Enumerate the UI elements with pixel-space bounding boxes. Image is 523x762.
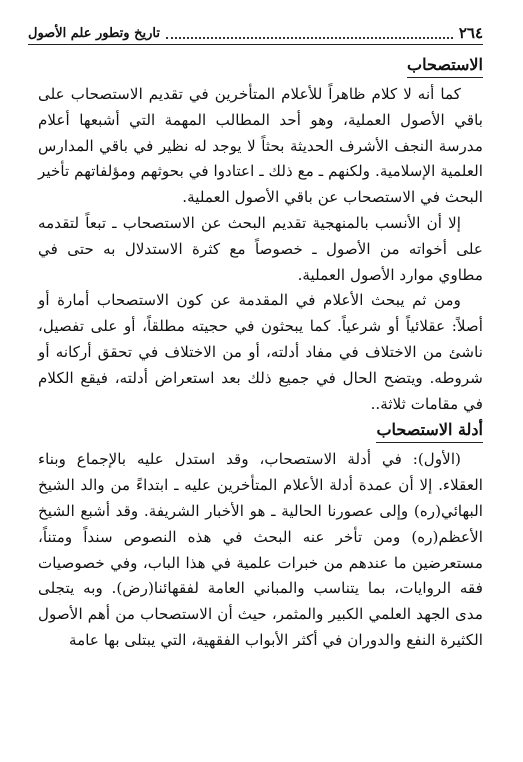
section-heading-wrap	[38, 417, 483, 447]
header-rule	[28, 44, 483, 45]
page-body	[38, 52, 483, 654]
section-heading-istishab: الاستصحاب	[407, 54, 483, 78]
paragraph: إلا أن الأنسب بالمنهجية تقديم البحث عن الاستصحاب ـ تبعاً لتقدمه على أخواته من الأصول ـ خصوصاً مع كثرة الاستدلال به حتى في مطاوي موارد الأصول العملية.	[38, 213, 483, 284]
section-heading-evidence: أدلة الاستصحاب	[376, 419, 483, 443]
paragraph: كما أنه لا كلام ظاهراً للأعلام المتأخرين في تقديم الاستصحاب على باقي الأصول العملية، وهو أحد المطالب المهمة التي أشبعها أعلام مدرسة النجف الأشرف الحديثة بحثاً لا يوجد له نظير في باقي المدارس العلمية الإسلامية. ولكنهم ـ مع ذلك ـ اعتادوا في بحوثهم ومؤلفاتهم تأخير البحث في الاستصحاب عن باقي الأصول العملية.	[38, 85, 483, 207]
section-heading-wrap	[38, 52, 483, 82]
header-dot-leader	[166, 36, 453, 39]
running-title: تاريخ وتطور علم الأصول	[28, 25, 160, 41]
page-number: ٢٦٤	[458, 24, 483, 42]
paragraph: ومن ثم يبحث الأعلام في المقدمة عن كون الاستصحاب أمارة أو أصلاً: عقلائياً أو شرعياً. كما يبحثون في حجيته مطلقاً، أو على تفصيل، ناشئ من الاختلاف في مفاد أدلته، أو من الاختلاف في تحقق أركانه أو شروطه. ويتضح الحال في جميع ذلك بعد استعراض أدلته، فيقع الكلام في مقامات ثلاثة..	[38, 291, 483, 413]
page-header	[28, 22, 483, 44]
paragraph: (الأول): في أدلة الاستصحاب، وقد استدل عليه بالإجماع وبناء العقلاء. إلا أن عمدة أدلة الأعلام المتأخرين عليه ـ ابتداءً من والد الشيخ البهائي(ره) وإلى عصورنا الحالية ـ هو الأخبار الشريفة. وقد أشبع الشيخ الأعظم(ره) ومن تأخر عنه البحث في هذه النصوص سنداً ومتناً، مستعرضين ما عندهم من خبرات علمية في هذا الباب، وفي خصوصيات فقه الروايات، بما يتناسب والمباني العامة لفقهائنا(رض). وبه يتجلى مدى الجهد العلمي الكبير والمثمر، حيث أن الاستصحاب من أهم الأصول الكثيرة النفع والدوران في أكثر الأبواب الفقهية، التي يبتلى بها عامة	[38, 450, 483, 649]
